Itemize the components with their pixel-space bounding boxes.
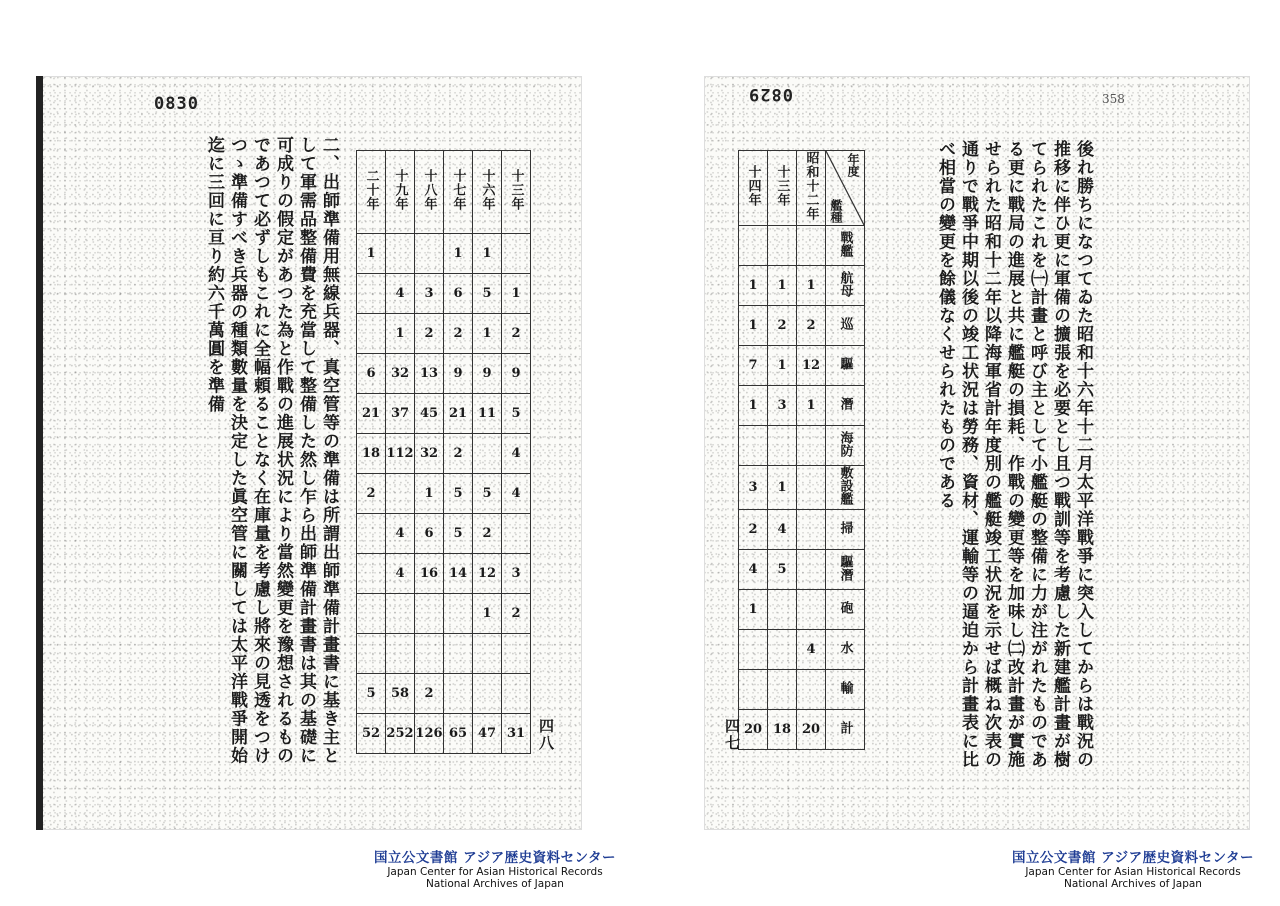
table-row: [357, 274, 531, 314]
credit-english-2: National Archives of Japan: [426, 878, 564, 890]
table-header-label: 十六年: [479, 169, 495, 211]
table-cell: 4: [386, 554, 415, 594]
table-cell: 4: [739, 550, 768, 590]
table-cell: 2: [444, 434, 473, 474]
table-cell: 58: [386, 674, 415, 714]
table-header-label: 二十年: [363, 169, 379, 211]
table-cell: [502, 634, 531, 674]
ship-type-label: 敷設艦: [837, 466, 853, 505]
table-cell: 3: [415, 274, 444, 314]
corner-wrap: [826, 151, 864, 225]
table-header-year: [444, 151, 473, 234]
table-row: [739, 590, 865, 630]
ship-type-cell: [826, 266, 865, 306]
table-row: [739, 710, 865, 750]
table-cell: [444, 594, 473, 634]
table-cell: 4: [386, 514, 415, 554]
table-cell: [386, 474, 415, 514]
archive-credit: [350, 846, 640, 890]
table-row: [357, 434, 531, 474]
table-cell: [415, 594, 444, 634]
ship-type-cell: [826, 466, 865, 510]
ship-type-cell: [826, 306, 865, 346]
table-cell: 2: [473, 514, 502, 554]
table-cell: 12: [797, 346, 826, 386]
left-document-page: [36, 76, 582, 830]
table-header-label: 十三年: [774, 165, 790, 207]
table-header-year: [739, 151, 768, 226]
table-cell: 4: [386, 274, 415, 314]
table-cell: 4: [797, 630, 826, 670]
table-header-label: 十三年: [508, 169, 524, 211]
table-cell: 2: [444, 314, 473, 354]
table-cell: [386, 594, 415, 634]
table-header-label: 十四年: [745, 165, 761, 207]
ship-type-label: 海防: [837, 430, 853, 457]
table-cell: [357, 514, 386, 554]
table-cell: [768, 670, 797, 710]
table-cell: [797, 590, 826, 630]
table-row: [357, 554, 531, 594]
table-cell: [768, 226, 797, 266]
page-side-mark: 四八: [537, 718, 555, 752]
credit-english-2: National Archives of Japan: [1064, 878, 1202, 890]
table-corner-header: [826, 151, 865, 226]
table-cell: [473, 674, 502, 714]
table-cell: [444, 674, 473, 714]
table-cell: 31: [502, 714, 531, 754]
table-cell: [357, 314, 386, 354]
table-cell: 4: [502, 474, 531, 514]
table-cell: [473, 634, 502, 674]
ship-type-cell: [826, 346, 865, 386]
table-header-label: 十七年: [450, 169, 466, 211]
credit-japanese: 国立公文書館 アジア歴史資料センター: [373, 850, 617, 866]
ship-type-label: 掃: [837, 521, 853, 534]
table-row: [739, 630, 865, 670]
table-cell: 1: [768, 266, 797, 306]
table-header-label: 十九年: [392, 169, 408, 211]
radio-equipment-table: [356, 150, 531, 754]
table-cell: 5: [444, 514, 473, 554]
table-row: [357, 354, 531, 394]
table-cell: 1: [768, 346, 797, 386]
table-cell: 7: [739, 346, 768, 386]
table-cell: 11: [473, 394, 502, 434]
table-cell: 2: [357, 474, 386, 514]
ship-type-label: 砲: [837, 601, 853, 614]
table-cell: 1: [502, 274, 531, 314]
table-cell: 3: [768, 386, 797, 426]
table-cell: [739, 226, 768, 266]
table-cell: [357, 274, 386, 314]
table-row: [739, 426, 865, 466]
right-document-page: [704, 76, 1250, 830]
table-row: [357, 394, 531, 434]
table-cell: [797, 510, 826, 550]
table-row: [357, 474, 531, 514]
table-cell: [739, 630, 768, 670]
ship-type-cell: [826, 550, 865, 590]
ship-type-cell: [826, 710, 865, 750]
table-cell: 21: [444, 394, 473, 434]
ship-type-cell: [826, 386, 865, 426]
table-cell: [797, 550, 826, 590]
ship-type-cell: [826, 226, 865, 266]
table-cell: 6: [415, 514, 444, 554]
table-cell: [502, 674, 531, 714]
table-cell: 14: [444, 554, 473, 594]
table-row: [357, 594, 531, 634]
corner-label-type: 艦種: [829, 199, 843, 223]
table-cell: 2: [415, 314, 444, 354]
ship-type-label: 輸: [837, 681, 853, 694]
table-cell: 1: [768, 466, 797, 510]
table-cell: 2: [797, 306, 826, 346]
table-cell: 9: [502, 354, 531, 394]
table-cell: 18: [768, 710, 797, 750]
table-cell: 32: [386, 354, 415, 394]
table-cell: 4: [502, 434, 531, 474]
table-cell: [797, 466, 826, 510]
table-cell: [444, 634, 473, 674]
table-cell: [739, 426, 768, 466]
table-cell: 4: [768, 510, 797, 550]
table-header-year: [386, 151, 415, 234]
table-cell: 1: [739, 306, 768, 346]
ship-type-label: 驅: [837, 357, 853, 370]
corner-label-year: 年度: [846, 153, 860, 177]
table-cell: 12: [473, 554, 502, 594]
ship-type-cell: [826, 630, 865, 670]
table-row: [357, 234, 531, 274]
page-number: 0829: [748, 84, 793, 104]
table-row: [357, 674, 531, 714]
table-cell: [797, 670, 826, 710]
credit-english-1: Japan Center for Asian Historical Records: [387, 866, 603, 878]
table-cell: 1: [473, 594, 502, 634]
corner-mark: 358: [1102, 92, 1125, 106]
page-number: 0830: [154, 94, 199, 114]
table-cell: 9: [473, 354, 502, 394]
ship-type-label: 計: [837, 721, 853, 734]
table-cell: [357, 634, 386, 674]
table-header-year: [502, 151, 531, 234]
page-side-mark: 四七: [723, 718, 741, 752]
table-cell: 5: [473, 274, 502, 314]
table-cell: 5: [768, 550, 797, 590]
ship-type-cell: [826, 510, 865, 550]
table-header-year: [357, 151, 386, 234]
table-cell: 1: [386, 314, 415, 354]
table-header-year: [415, 151, 444, 234]
table-cell: [768, 630, 797, 670]
table-cell: 1: [444, 234, 473, 274]
table-header-year: [473, 151, 502, 234]
table-row: [739, 670, 865, 710]
table-row: [357, 634, 531, 674]
table-cell: 37: [386, 394, 415, 434]
table-cell: 1: [473, 314, 502, 354]
ship-type-cell: [826, 590, 865, 630]
table-cell: 2: [768, 306, 797, 346]
table-row: [357, 514, 531, 554]
table-cell: 126: [415, 714, 444, 754]
table-cell: 1: [797, 386, 826, 426]
table-cell: 1: [739, 590, 768, 630]
table-row: [739, 306, 865, 346]
table-cell: [502, 234, 531, 274]
table-row: [739, 266, 865, 306]
table-cell: 5: [473, 474, 502, 514]
table-cell: 1: [357, 234, 386, 274]
ship-type-label: 戰艦: [837, 230, 853, 257]
table-cell: [386, 234, 415, 274]
table-row: [739, 550, 865, 590]
table-row: [739, 346, 865, 386]
table-cell: [415, 234, 444, 274]
table-header-year: [768, 151, 797, 226]
table-cell: [768, 590, 797, 630]
table-cell: 5: [444, 474, 473, 514]
table-header-label: 十八年: [421, 169, 437, 211]
table-cell: [415, 634, 444, 674]
table-header-label: 昭和十二年: [803, 151, 819, 221]
table-cell: 20: [739, 710, 768, 750]
binding-edge: [36, 76, 43, 830]
ship-type-cell: [826, 426, 865, 466]
table-cell: 9: [444, 354, 473, 394]
table-cell: 112: [386, 434, 415, 474]
table-cell: [768, 426, 797, 466]
table-row: [739, 466, 865, 510]
table-cell: 6: [444, 274, 473, 314]
table-header-year: [797, 151, 826, 226]
warship-completion-table: [738, 150, 865, 750]
table-cell: 45: [415, 394, 444, 434]
table-cell: [502, 514, 531, 554]
table-cell: 16: [415, 554, 444, 594]
ship-type-label: 水: [837, 641, 853, 654]
table-row: [739, 510, 865, 550]
table-cell: [357, 594, 386, 634]
table-cell: [357, 554, 386, 594]
table-cell: 32: [415, 434, 444, 474]
table-cell: 5: [357, 674, 386, 714]
table-cell: [797, 226, 826, 266]
table-cell: 65: [444, 714, 473, 754]
table-cell: [739, 670, 768, 710]
table-cell: 47: [473, 714, 502, 754]
table-cell: 13: [415, 354, 444, 394]
left-page-body-text: 二、出師準備用無線兵器、真空管等の準備は所謂出師準備計畫書に基き主として軍需品整備費を充當して整備した然し乍ら出師準備計畫書は其の基礎に可成りの假定があつた為と作戰の進展状況により當然變更を豫想されるものであつて必ずしもこれに全幅頼ることなく在庫量を考慮し將來の見透をつけつゝ準備すべき兵器の種類數量を決定した眞空管に關しては太平洋戰爭開始迄に三回に亘り約六千萬圓を準備: [204, 136, 339, 765]
table-cell: 52: [357, 714, 386, 754]
ship-type-label: 驅潛: [837, 554, 853, 581]
table-cell: [386, 634, 415, 674]
credit-english-1: Japan Center for Asian Historical Records: [1025, 866, 1241, 878]
table-cell: 5: [502, 394, 531, 434]
right-page-body-text: 後れ勝ちになつてゐた昭和十六年十二月太平洋戰爭に突入してからは戰況の推移に伴ひ更に軍備の擴張を必要とし且つ戰訓等を考慮した新建艦計畫が樹てられたこれを㈠計畫と呼び主として小艦艇の整備に力が注がれたものである更に戰局の進展と共に艦艇の損耗、作戰の變更等を加味し㈡改計畫が實施せられた昭和十二年以降海軍省計年度別の艦艇竣工状況を示せば概ね次表の通りで戰爭中期以後の竣工状況は勞務、資材、運輸等の逼迫から計畫表に比べ相當の變更を餘儀なくせられたものである: [935, 140, 1093, 769]
ship-type-label: 巡: [837, 317, 853, 330]
table-cell: 2: [502, 314, 531, 354]
table-cell: 18: [357, 434, 386, 474]
archive-credit: [988, 846, 1278, 890]
table-row: [739, 226, 865, 266]
table-cell: 3: [502, 554, 531, 594]
table-row: [357, 314, 531, 354]
credit-japanese: 国立公文書館 アジア歴史資料センター: [1011, 850, 1255, 866]
table-cell: 1: [797, 266, 826, 306]
table-cell: 252: [386, 714, 415, 754]
table-cell: 21: [357, 394, 386, 434]
ship-type-label: 航母: [837, 270, 853, 297]
table-cell: 6: [357, 354, 386, 394]
table-cell: 2: [415, 674, 444, 714]
table-cell: [797, 426, 826, 466]
table-cell: 1: [415, 474, 444, 514]
table-cell: 3: [739, 466, 768, 510]
table-cell: 20: [797, 710, 826, 750]
table-row: [357, 714, 531, 754]
table-cell: 1: [739, 266, 768, 306]
table-cell: 2: [739, 510, 768, 550]
table-cell: 1: [473, 234, 502, 274]
table-cell: 2: [502, 594, 531, 634]
table-row: [739, 386, 865, 426]
ship-type-cell: [826, 670, 865, 710]
ship-type-label: 潛: [837, 397, 853, 410]
table-cell: 1: [739, 386, 768, 426]
table-cell: [473, 434, 502, 474]
